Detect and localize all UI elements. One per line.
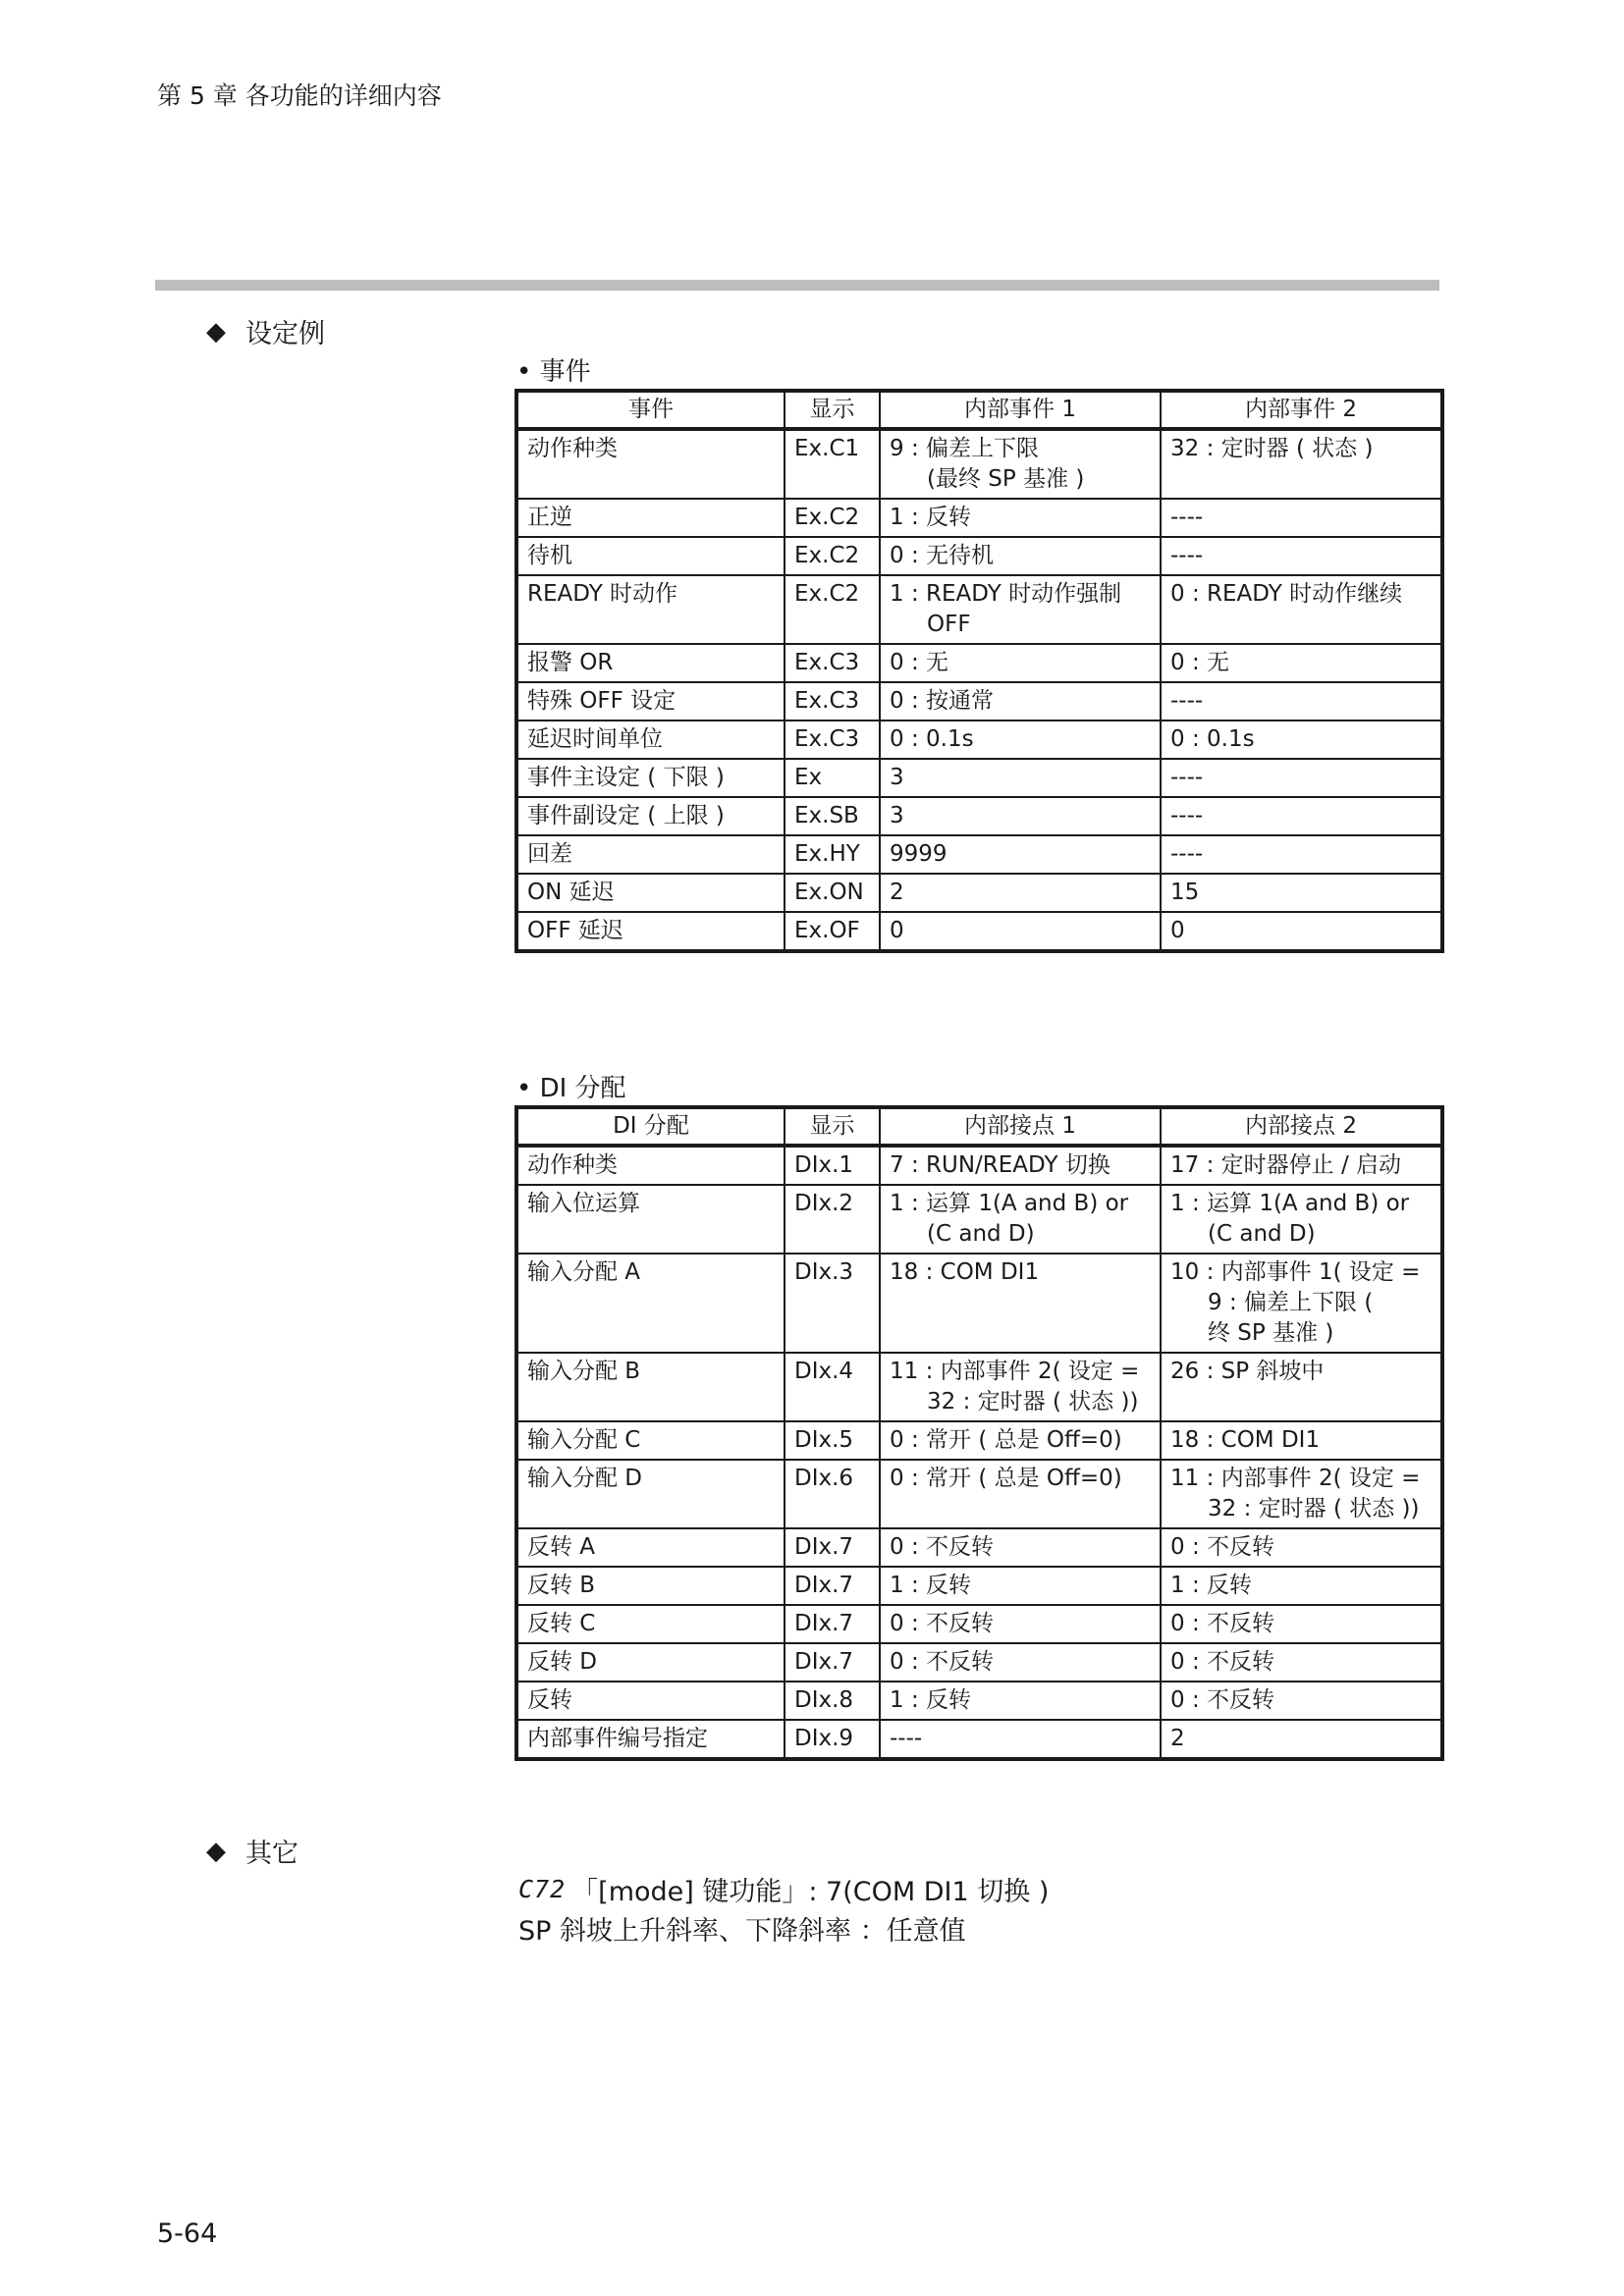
table-row [516,499,1442,537]
cell-line: ---- [1170,765,1204,790]
column-header: 内部接点 1 [880,1107,1161,1146]
cell-line: 0 : 无 [1170,650,1230,675]
value-2-cell [1161,797,1442,835]
column-header: 显示 [785,1107,880,1146]
value-2-cell [1161,575,1442,644]
value-1-cell [880,759,1161,797]
cell-line: 3 [890,803,904,828]
value-2-cell [1161,1528,1442,1567]
value-2-cell [1161,912,1442,951]
value-2-cell [1161,1146,1442,1185]
mode-key-setting [518,1870,1049,1908]
cell-line: 终 SP 基准 ) [1208,1320,1334,1346]
table-header-row [516,1107,1442,1146]
row-name-cell: 输入分配 C [516,1421,785,1460]
example-heading-text: 设定例 [245,319,325,349]
cell-line: (最终 SP 基准 ) [927,466,1085,492]
display-code-cell: DIx.9 [785,1720,880,1759]
table-header-row [516,391,1442,429]
row-name-cell: 输入分配 A [516,1254,785,1353]
value-1-cell [880,682,1161,721]
chapter-header: 第 5 章 各功能的详细内容 [157,81,442,110]
value-1-cell [880,1353,1161,1421]
other-heading [206,1832,298,1870]
cell-line: 1 : 反转 [890,1687,972,1713]
display-code-cell: DIx.2 [785,1185,880,1254]
display-code-cell: Ex.C3 [785,644,880,682]
value-1-cell [880,874,1161,912]
diamond-bullet-icon: ◆ [206,316,226,347]
table-row [516,537,1442,575]
cell-line: 18 : COM DI1 [890,1259,1040,1285]
cell-line: 0 : 0.1s [1170,726,1255,752]
value-2-cell [1161,429,1442,499]
example-heading [206,312,325,350]
display-code-cell: DIx.7 [785,1528,880,1567]
cell-line: 0 : 不反转 [1170,1649,1275,1675]
value-2-cell [1161,1605,1442,1643]
cell-line: 17 : 定时器停止 / 启动 [1170,1152,1402,1178]
table-row [516,1460,1442,1528]
cell-line: 15 [1170,880,1200,905]
display-code-cell: DIx.7 [785,1605,880,1643]
cell-line: 0 [1170,918,1185,943]
sp-ramp-setting: SP 斜坡上升斜率、下降斜率 ：任意值 [518,1916,966,1947]
table-row [516,682,1442,721]
column-header: DI 分配 [516,1107,785,1146]
value-2-cell [1161,1254,1442,1353]
cell-line: 32 : 定时器 ( 状态 )) [927,1389,1139,1415]
column-header: 内部接点 2 [1161,1107,1442,1146]
table-row [516,1720,1442,1759]
column-header: 内部事件 2 [1161,391,1442,429]
cell-line: ---- [1170,841,1204,867]
value-2-cell [1161,499,1442,537]
value-1-cell [880,1605,1161,1643]
value-2-cell [1161,1567,1442,1605]
column-header: 显示 [785,391,880,429]
row-name-cell: 反转 [516,1682,785,1720]
cell-line: 0 : 按通常 [890,688,995,714]
cell-line: 9999 [890,841,947,867]
display-code-cell: Ex.SB [785,797,880,835]
value-1-cell [880,575,1161,644]
table-row [516,644,1442,682]
cell-line: 32 : 定时器 ( 状态 )) [1208,1496,1420,1522]
table-row [516,835,1442,874]
di-table-title: • DI 分配 [516,1074,626,1103]
row-name-cell: 反转 A [516,1528,785,1567]
cell-line: 11 : 内部事件 2( 设定 = [1170,1466,1421,1491]
cell-line: 26 : SP 斜坡中 [1170,1359,1325,1384]
display-code-cell: Ex.HY [785,835,880,874]
table-row [516,759,1442,797]
cell-line: 1 : 反转 [890,1573,972,1598]
value-1-cell [880,1460,1161,1528]
table-row [516,874,1442,912]
cell-line: 9 : 偏差上下限 [890,436,1040,461]
value-1-cell [880,1185,1161,1254]
value-1-cell [880,721,1161,759]
value-2-cell [1161,721,1442,759]
value-2-cell [1161,759,1442,797]
value-2-cell [1161,682,1442,721]
row-name-cell: 反转 C [516,1605,785,1643]
row-name-cell: 输入分配 B [516,1353,785,1421]
value-1-cell [880,1528,1161,1567]
cell-line: 0 : 不反转 [890,1649,995,1675]
row-name-cell: 正逆 [516,499,785,537]
display-code-cell: DIx.1 [785,1146,880,1185]
value-2-cell [1161,1643,1442,1682]
table-row [516,1254,1442,1353]
event-settings-table [514,389,1444,953]
display-code-cell: DIx.5 [785,1421,880,1460]
value-2-cell [1161,1682,1442,1720]
cell-line: 11 : 内部事件 2( 设定 = [890,1359,1140,1384]
cell-line: 0 : 常开 ( 总是 Off=0) [890,1466,1122,1491]
display-code-cell: Ex.C3 [785,682,880,721]
row-name-cell: 特殊 OFF 设定 [516,682,785,721]
cell-line: 0 [890,918,904,943]
cell-line: 0 : READY 时动作继续 [1170,581,1403,607]
cell-line: ---- [890,1726,923,1751]
cell-line: 3 [890,765,904,790]
table-row [516,1185,1442,1254]
page-number: 5-64 [157,2218,218,2249]
value-1-cell [880,1643,1161,1682]
table-row [516,1421,1442,1460]
display-code-cell: DIx.3 [785,1254,880,1353]
value-1-cell [880,644,1161,682]
value-1-cell [880,499,1161,537]
row-name-cell: READY 时动作 [516,575,785,644]
table-row [516,912,1442,951]
cell-line: 0 : 0.1s [890,726,974,752]
display-code-cell: Ex.ON [785,874,880,912]
cell-line: (C and D) [1208,1221,1316,1247]
cell-line: 2 [890,880,904,905]
value-2-cell [1161,1185,1442,1254]
display-code-cell: Ex.C2 [785,575,880,644]
row-name-cell: 报警 OR [516,644,785,682]
value-2-cell [1161,874,1442,912]
value-2-cell [1161,644,1442,682]
table-row [516,1567,1442,1605]
row-name-cell: ON 延迟 [516,874,785,912]
row-name-cell: 反转 B [516,1567,785,1605]
cell-line: 7 : RUN/READY 切换 [890,1152,1110,1178]
cell-line: 0 : 不反转 [1170,1687,1275,1713]
c72-segment-display-icon: C72 [518,1875,567,1903]
value-1-cell [880,835,1161,874]
table-row [516,1643,1442,1682]
display-code-cell: Ex.C3 [785,721,880,759]
table-row [516,429,1442,499]
table-row [516,1146,1442,1185]
cell-line: ---- [1170,803,1204,828]
value-1-cell [880,912,1161,951]
event-table-title: • 事件 [516,357,591,387]
section-divider [155,280,1439,291]
value-1-cell [880,1254,1161,1353]
cell-line: 0 : 不反转 [890,1534,995,1560]
cell-line: 32 : 定时器 ( 状态 ) [1170,436,1374,461]
row-name-cell: 反转 D [516,1643,785,1682]
table-row [516,1682,1442,1720]
cell-line: 1 : 反转 [890,505,972,530]
value-2-cell [1161,537,1442,575]
value-1-cell [880,797,1161,835]
table-row [516,721,1442,759]
row-name-cell: 内部事件编号指定 [516,1720,785,1759]
table-row [516,1605,1442,1643]
table-row [516,1353,1442,1421]
value-1-cell [880,429,1161,499]
cell-line: 2 [1170,1726,1185,1751]
cell-line: OFF [927,612,971,637]
display-code-cell: DIx.8 [785,1682,880,1720]
table-row [516,575,1442,644]
cell-line: 1 : 反转 [1170,1573,1253,1598]
row-name-cell: 动作种类 [516,1146,785,1185]
row-name-cell: 事件副设定 ( 上限 ) [516,797,785,835]
cell-line: 0 : 无待机 [890,543,995,568]
column-header: 内部事件 1 [880,391,1161,429]
table-row [516,1528,1442,1567]
row-name-cell: OFF 延迟 [516,912,785,951]
cell-line: 0 : 不反转 [1170,1534,1275,1560]
value-2-cell [1161,1421,1442,1460]
mode-key-setting-text: 「[mode] 键功能」: 7(COM DI1 切换 ) [571,1877,1050,1907]
other-heading-text: 其它 [245,1839,298,1869]
cell-line: 18 : COM DI1 [1170,1427,1321,1453]
cell-line: (C and D) [927,1221,1035,1247]
cell-line: 1 : READY 时动作强制 [890,581,1122,607]
display-code-cell: Ex.OF [785,912,880,951]
cell-line: ---- [1170,505,1204,530]
row-name-cell: 事件主设定 ( 下限 ) [516,759,785,797]
cell-line: 10 : 内部事件 1( 设定 = [1170,1259,1421,1285]
display-code-cell: Ex [785,759,880,797]
value-2-cell [1161,1353,1442,1421]
row-name-cell: 回差 [516,835,785,874]
cell-line: ---- [1170,688,1204,714]
row-name-cell: 待机 [516,537,785,575]
cell-line: ---- [1170,543,1204,568]
value-1-cell [880,1421,1161,1460]
value-2-cell [1161,1720,1442,1759]
cell-line: 0 : 不反转 [890,1611,995,1636]
row-name-cell: 延迟时间单位 [516,721,785,759]
row-name-cell: 动作种类 [516,429,785,499]
cell-line: 0 : 无 [890,650,949,675]
display-code-cell: Ex.C2 [785,537,880,575]
cell-line: 1 : 运算 1(A and B) or [1170,1191,1410,1216]
value-2-cell [1161,1460,1442,1528]
cell-line: 0 : 不反转 [1170,1611,1275,1636]
display-code-cell: DIx.7 [785,1567,880,1605]
diamond-bullet-icon: ◆ [206,1836,226,1866]
table-row [516,797,1442,835]
value-1-cell [880,1720,1161,1759]
value-1-cell [880,1567,1161,1605]
column-header: 事件 [516,391,785,429]
value-1-cell [880,1682,1161,1720]
di-assignment-table [514,1105,1444,1761]
display-code-cell: DIx.4 [785,1353,880,1421]
value-1-cell [880,537,1161,575]
value-2-cell [1161,835,1442,874]
cell-line: 9 : 偏差上下限 ( [1208,1290,1374,1315]
row-name-cell: 输入分配 D [516,1460,785,1528]
cell-line: 0 : 常开 ( 总是 Off=0) [890,1427,1122,1453]
row-name-cell: 输入位运算 [516,1185,785,1254]
cell-line: 1 : 运算 1(A and B) or [890,1191,1129,1216]
display-code-cell: Ex.C1 [785,429,880,499]
display-code-cell: DIx.6 [785,1460,880,1528]
display-code-cell: Ex.C2 [785,499,880,537]
display-code-cell: DIx.7 [785,1643,880,1682]
value-1-cell [880,1146,1161,1185]
